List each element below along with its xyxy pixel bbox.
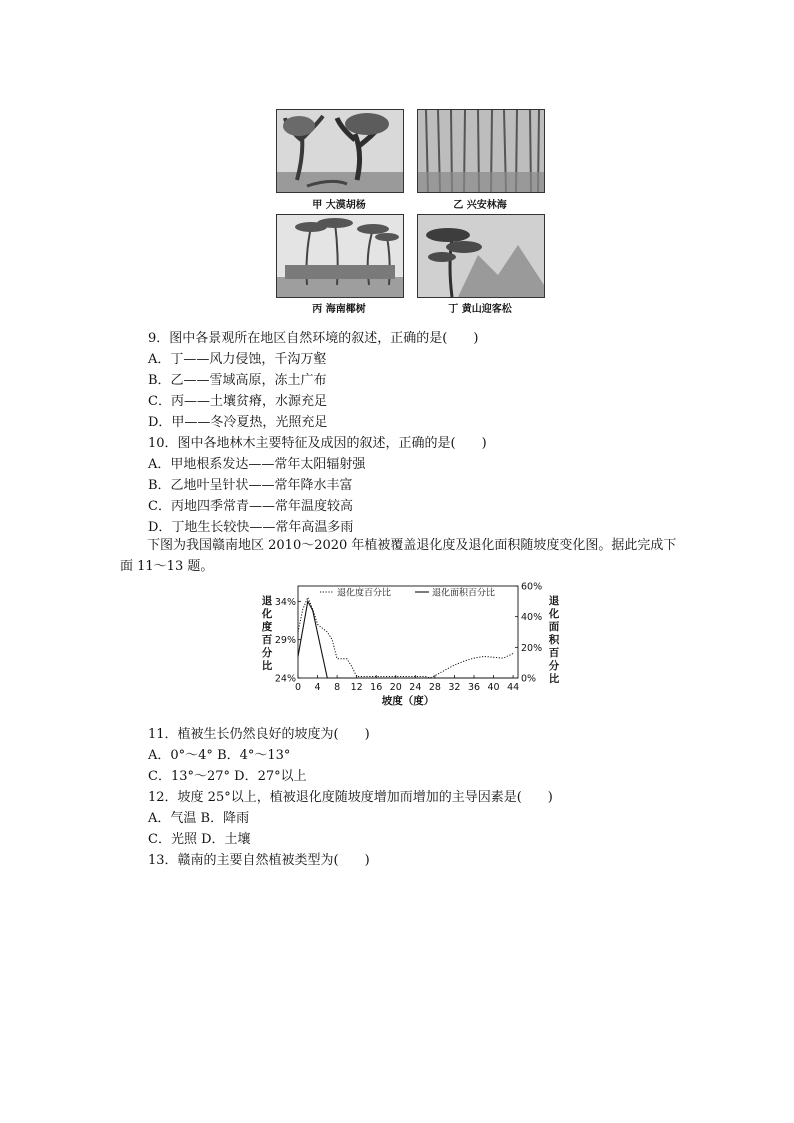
caption-xingan-forest: 乙 兴安林海 (453, 200, 507, 211)
photo-xingan-forest (417, 109, 545, 193)
series-line-degradation-area (298, 601, 513, 678)
caption-huangshan-pine: 丁 黄山迎客松 (448, 304, 512, 315)
y-right-axis-label-char: 积 (548, 634, 560, 646)
q10-option-a: A．甲地根系发达——常年太阳辐射强 (148, 457, 366, 472)
q12-options-row-1: A．气温 B．降雨 (148, 811, 250, 826)
photo-populus-desert (276, 109, 404, 193)
x-tick-label: 28 (428, 682, 441, 693)
y-right-axis-label-char: 面 (548, 621, 560, 633)
q12-options-row-2: C．光照 D．土壤 (148, 832, 251, 847)
y-left-tick-label: 24% (274, 673, 296, 685)
x-tick-label: 44 (507, 682, 520, 693)
y-right-tick-label: 20% (521, 642, 543, 654)
caption-populus-desert: 甲 大漠胡杨 (312, 200, 366, 211)
x-tick-label: 36 (467, 682, 481, 693)
q10-option-b: B．乙地叶呈针状——常年降水丰富 (148, 478, 353, 493)
q9-option-b: B．乙——雪域高原，冻土广布 (148, 373, 327, 388)
y-right-tick-label: 0% (521, 673, 537, 685)
q10-option-d: D．丁地生长较快——常年高温多雨 (148, 520, 354, 535)
chart-frame (298, 586, 518, 678)
q11-options-row-2: C．13°～27° D．27°以上 (148, 769, 307, 784)
y-right-axis-label-char: 比 (548, 673, 560, 685)
y-left-axis-label-char: 比 (261, 660, 273, 672)
legend-label-degradation-area: 退化面积百分比 (432, 588, 496, 599)
y-right-axis-label-char: 百 (548, 647, 560, 659)
q13-stem: 13．赣南的主要自然植被类型为( ) (148, 853, 370, 868)
y-right-axis-label-char: 退 (548, 595, 560, 607)
y-right-tick-label: 60% (521, 581, 543, 593)
y-left-axis-label-char: 化 (261, 608, 273, 620)
q11-options-row-1: A．0°～4° B．4°～13° (148, 748, 291, 763)
legend-label-degradation-degree: 退化度百分比 (337, 588, 392, 599)
x-tick-label: 16 (370, 682, 383, 693)
q9-stem: 9．图中各景观所在地区自然环境的叙述，正确的是( ) (148, 331, 479, 346)
q9-option-d: D．甲——冬冷夏热，光照充足 (148, 415, 328, 430)
chart-svg (255, 580, 575, 710)
x-tick-label: 12 (350, 682, 363, 693)
photo-huangshan-pine (417, 214, 545, 298)
y-left-axis-label-char: 百 (261, 634, 273, 646)
q9-option-c: C．丙——土壤贫瘠，水源充足 (148, 394, 327, 409)
x-tick-label: 32 (448, 682, 461, 693)
y-left-axis-label-char: 退 (261, 595, 273, 607)
photo-hainan-coconut (276, 214, 404, 298)
y-left-axis-label-char: 度 (261, 621, 273, 633)
y-right-tick-label: 40% (521, 612, 543, 624)
y-left-axis-label-char: 分 (261, 647, 273, 659)
q12-stem: 12．坡度 25°以上，植被退化度随坡度增加而增加的主导因素是( ) (148, 790, 553, 805)
y-left-tick-label: 34% (274, 596, 296, 608)
y-right-axis-label-char: 化 (548, 608, 560, 620)
q10-option-c: C．丙地四季常青——常年温度较高 (148, 499, 353, 514)
x-tick-label: 8 (334, 682, 341, 693)
q9-option-a: A．丁——风力侵蚀，千沟万壑 (148, 352, 327, 367)
x-tick-label: 40 (487, 682, 500, 693)
series-line-degradation-degree (298, 598, 513, 679)
x-tick-label: 0 (294, 682, 302, 693)
caption-hainan-coconut: 丙 海南椰树 (312, 304, 366, 315)
q10-stem: 10．图中各地林木主要特征及成因的叙述，正确的是( ) (148, 436, 487, 451)
y-right-axis-label-char: 分 (548, 660, 560, 672)
x-tick-label: 4 (314, 682, 321, 693)
x-axis-label: 坡度（度） (381, 695, 435, 707)
intro-paragraph: 下图为我国赣南地区 2010～2020 年植被覆盖退化度及退化面积随坡度变化图。据此完成下面 11～13 题。 (120, 538, 677, 574)
slope-degradation-chart (255, 580, 575, 710)
q11-stem: 11．植被生长仍然良好的坡度为( ) (148, 727, 370, 742)
y-left-tick-label: 29% (274, 635, 296, 647)
x-tick-label: 20 (389, 682, 402, 693)
x-tick-label: 24 (409, 682, 422, 693)
